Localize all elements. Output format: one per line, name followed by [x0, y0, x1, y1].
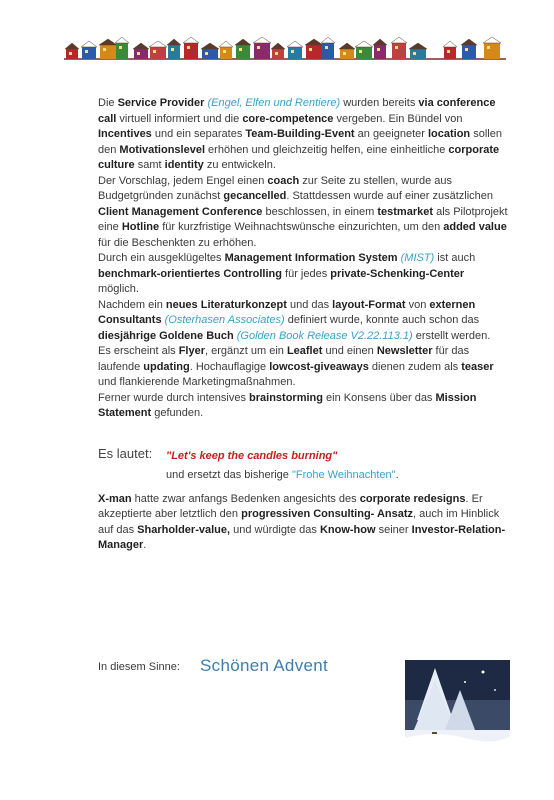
- text-run: von: [405, 298, 430, 311]
- bold-term: diesjährige Goldene Buch: [98, 329, 234, 342]
- bold-term: Incentives: [98, 128, 152, 140]
- text-run: .: [143, 539, 147, 551]
- text-run: , auch im Hinblick auf das: [98, 508, 500, 536]
- text-run: Ferner wurde durch intensives: [98, 391, 250, 404]
- text-run: seiner: [375, 523, 412, 536]
- bold-term: brainstorming: [249, 391, 323, 404]
- bold-term: corporate culture: [98, 143, 500, 171]
- text-run: als Pilotprojekt eine: [98, 205, 508, 233]
- text-run: an geeigneter: [354, 128, 428, 140]
- paragraph-proposal: [98, 174, 508, 252]
- text-run: Die: [98, 97, 118, 109]
- text-run: für jedes: [281, 267, 331, 280]
- bold-term: added value: [443, 221, 507, 233]
- bold-term: Service Provider: [117, 97, 205, 109]
- bold-term: neues Literaturkonzept: [165, 298, 287, 311]
- text-run: , ergänzt um ein: [205, 345, 287, 357]
- bold-term: Investor-Relation-Manager: [98, 523, 506, 551]
- text-run: vergeben. Ein Bündel von: [333, 112, 463, 125]
- text-run: . Hochauflagige: [189, 360, 270, 373]
- bold-term: layout-Format: [332, 298, 406, 311]
- paragraph-service-provider: [98, 96, 508, 174]
- text-run: definiert wurde, konnte auch schon das: [284, 314, 480, 326]
- text-run: möglich.: [98, 283, 139, 295]
- text-run: und flankierende Marketingmaßnahmen.: [98, 376, 296, 388]
- text-run: sollen den: [98, 128, 502, 156]
- text-run: Durch ein ausgeklügeltes: [98, 252, 225, 264]
- bold-term: benchmark-orientiertes Controlling: [98, 267, 282, 280]
- letter-body: [98, 96, 508, 554]
- bold-term: core-competence: [242, 112, 334, 125]
- text-run: wurden bereits: [340, 97, 419, 109]
- bold-term: teaser: [461, 360, 494, 373]
- text-run: und würdigte das: [230, 523, 320, 536]
- bold-term: private-Schenking-Center: [330, 267, 465, 280]
- motto-text: "Let's keep the candles burning": [166, 449, 338, 462]
- bold-term: location: [427, 128, 471, 140]
- text-run: für die Beschenkten zu erhöhen.: [98, 236, 257, 249]
- bold-term: Newsletter: [376, 345, 433, 357]
- bold-term: Sharholder-value,: [137, 523, 231, 536]
- bold-term: Leaflet: [286, 345, 323, 357]
- bold-term: Hotline: [121, 221, 160, 233]
- text-run: beschlossen, in einem: [262, 205, 378, 218]
- bold-term: coach: [267, 174, 300, 187]
- text-run: Der Vorschlag, jedem Engel einen: [98, 174, 268, 187]
- text-run: für kurzfristige Weihnachtswünsche einzurichten, um den: [159, 221, 444, 233]
- blue-aside: (Engel, Elfen und Rentiere): [204, 97, 341, 109]
- blue-aside: (Golden Book Release V2.22.113.1): [233, 329, 413, 342]
- bold-term: Client Management Conference: [98, 205, 263, 218]
- bold-term: Team-Building-Event: [245, 128, 355, 140]
- old-greeting: "Frohe Weihnachten": [291, 468, 396, 481]
- text-run: erhöhen und gleichzeitig helfen, eine einheitliche: [205, 143, 449, 156]
- text-run: und einen: [322, 345, 377, 357]
- blue-aside: (MIST): [397, 252, 435, 264]
- sign-off: In diesem Sinne:: [98, 661, 180, 673]
- bold-term: Know-how: [319, 523, 376, 536]
- replacement-end: .: [395, 468, 399, 481]
- snowy-trees-night-picture: [405, 660, 510, 750]
- text-run: . Er akzeptierte aber letztlich den: [98, 492, 483, 520]
- bold-term: X-man: [98, 492, 132, 505]
- greeting: Schönen Advent: [200, 656, 329, 675]
- text-run: zur Seite zu stellen, wurde aus Budgetgründen zunächst: [98, 174, 453, 202]
- bold-term: via conference call: [98, 97, 496, 125]
- text-run: dienen zudem als: [368, 360, 462, 373]
- motto-label: Es lautet:: [98, 445, 153, 461]
- paragraph-xman: [98, 492, 508, 554]
- text-run: Nachdem ein: [98, 298, 166, 311]
- text-run: und das: [286, 298, 333, 311]
- motto-block: [98, 444, 508, 492]
- christmas-village-banner: [64, 33, 506, 61]
- text-run: hatte zwar anfangs Bedenken angesichts des: [131, 492, 360, 505]
- bold-term: Flyer: [178, 345, 205, 357]
- bold-term: Mission Statement: [98, 391, 477, 419]
- bold-term: Motivationslevel: [119, 143, 205, 156]
- text-run: erstellt werden.: [412, 329, 491, 342]
- text-run: zu entwickeln.: [203, 159, 276, 171]
- motto-replacement: [166, 468, 399, 484]
- text-run: ein Konsens über das: [322, 391, 436, 404]
- paragraph-mis: [98, 251, 508, 298]
- replacement-text: und ersetzt das bisherige: [166, 468, 292, 481]
- text-run: für das laufende: [98, 345, 470, 373]
- bold-term: updating: [143, 360, 190, 373]
- bold-term: corporate redesigns: [359, 492, 466, 505]
- paragraph-literature: [98, 298, 508, 422]
- bold-term: identity: [164, 159, 204, 171]
- text-run: Es erscheint als: [98, 345, 179, 357]
- text-run: ist auch: [434, 252, 476, 264]
- bold-term: Management Information System: [224, 252, 398, 264]
- bold-term: lowcost-giveaways: [269, 360, 369, 373]
- text-run: . Stattdessen wurde auf einer zusätzlichen: [286, 190, 494, 202]
- text-run: samt: [134, 159, 165, 171]
- bold-term: externen Consultants: [98, 298, 476, 326]
- bold-term: testmarket: [377, 205, 434, 218]
- text-run: und ein separates: [151, 128, 246, 140]
- text-run: virtuell informiert und die: [116, 112, 243, 125]
- text-run: gefunden.: [151, 407, 204, 419]
- bold-term: gecancelled: [223, 190, 287, 202]
- bold-term: progressiven Consulting- Ansatz: [241, 508, 414, 520]
- blue-aside: (Osterhasen Associates): [161, 314, 285, 326]
